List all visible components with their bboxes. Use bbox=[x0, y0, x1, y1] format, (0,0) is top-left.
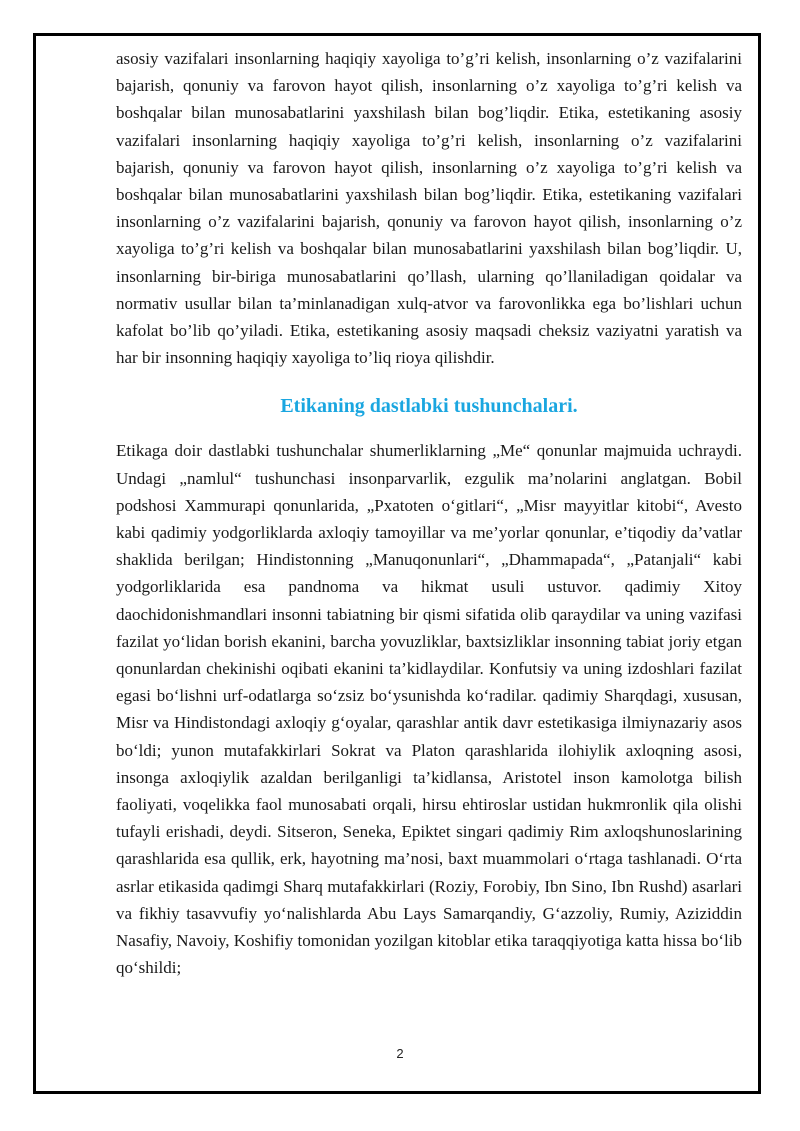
section-heading: Etikaning dastlabki tushunchalari. bbox=[280, 395, 578, 418]
body-paragraph-2: Etikaga doir dastlabki tushunchalar shumerliklarning „Me“ qonunlar majmuida uchraydi. Undagi „namlul“ tushunchasi insonparvarlik, ezgulik ma’nolarini anglatgan. Bobil podshosi Xammurapi qonunlarida, „Pxatoten o‘gitlari“, „Misr mayyitlar kitobi“, Avesto kabi qadimiy yodgorliklarda axloqiy tamoyillar va me’yorlar qonunlar, e’tiqodiy da’vatlar shaklida berilgan; Hindistonning „Manuqonunlari“, „Dhammapada“, „Patanjali“ kabi yodgorliklarida esa pandnoma va hikmat usuli ustuvor. qadimiy Xitoy daochidonishmandlari insonni tabiatning bir qismi sifatida olib qaraydilar va uning vazifasi fazilat yo‘lidan borish ekanini, barcha yovuzliklar, baxtsizliklar insonning tabiat joriy etgan qonunlardan chekinishi oqibati ekanini ta’kidlaydilar. Konfutsiy va uning izdoshlari fazilat egasi bo‘lishni urf-odatlarga so‘zsiz bo‘ysunishda ko‘radilar. qadimiy Sharqdagi, xususan, Misr va Hindistondagi axloqiy g‘oyalar, qarashlar antik davr estetikasiga ilmiynazariy asos bo‘ldi; yunon mutafakkirlari Sokrat va Platon qarashlarida ilohiylik axloqning asosi, insonga axloqiylik azaldan berilganligi ta’kidlansa, Aristotel inson kamolotga bilish faoliyati, voqelikka faol munosabati orqali, hirsu ehtiroslar ustidan hukmronlik qila olishi tufayli erishadi, deydi. Sitseron, Seneka, Epiktet singari qadimiy Rim axloqshunoslarining qarashlarida esa qullik, erk, hayotning ma’nosi, baxt muammolari o‘rtaga tashlanadi. O‘rta asrlar etikasida qadimgi Sharq mutafakkirlari (Roziy, Forobiy, Ibn Sino, Ibn Rushd) asarlari va fikhiy tasavvufiy yo‘nalishlarda Abu Lays Samarqandiy, G‘azzoliy, Rumiy, Aziziddin Nasafiy, Navoiy, Koshifiy tomonidan yozilgan kitoblar etika taraqqiyotiga katta hissa bo‘lib qo‘shildi; bbox=[116, 441, 742, 978]
page-content bbox=[116, 45, 742, 982]
page-number: 2 bbox=[396, 1046, 404, 1061]
body-paragraph-1: asosiy vazifalari insonlarning haqiqiy xayoliga to’g’ri kelish, insonlarning o’z vazifalarini bajarish, qonuniy va farovon hayot qilish, insonlarning o’z xayoliga to’g’ri kelish va boshqalar bilan munosabatlarini yaxshilash bilan bog’liqdir. Etika, estetikaning asosiy vazifalari insonlarning haqiqiy xayoliga to’g’ri kelish, insonlarning o’z vazifalarini bajarish, qonuniy va farovon hayot qilish, insonlarning o’z xayoliga to’g’ri kelish va boshqalar bilan munosabatlarini yaxshilash bilan bog’liqdir. Etika, estetikaning vazifalari insonlarning o’z vazifalarini bajarish, qonuniy va farovon hayot qilish, insonlarning o’z xayoliga to’g’ri kelish va boshqalar bilan munosabatlarini yaxshilash bilan bog’liqdir. U, insonlarning bir-biriga munosabatlarini qo’llash, ularning qo’llaniladigan qoidalar va normativ usullar bilan ta’minlanadigan xulq-atvor va farovonlikka ega bo’lishlari uchun kafolat bo’lib qo’yiladi. Etika, estetikaning asosiy maqsadi cheksiz vaziyatni yaratish va har bir insonning haqiqiy xayoliga to’liq rioya qilishdir. bbox=[116, 49, 742, 368]
